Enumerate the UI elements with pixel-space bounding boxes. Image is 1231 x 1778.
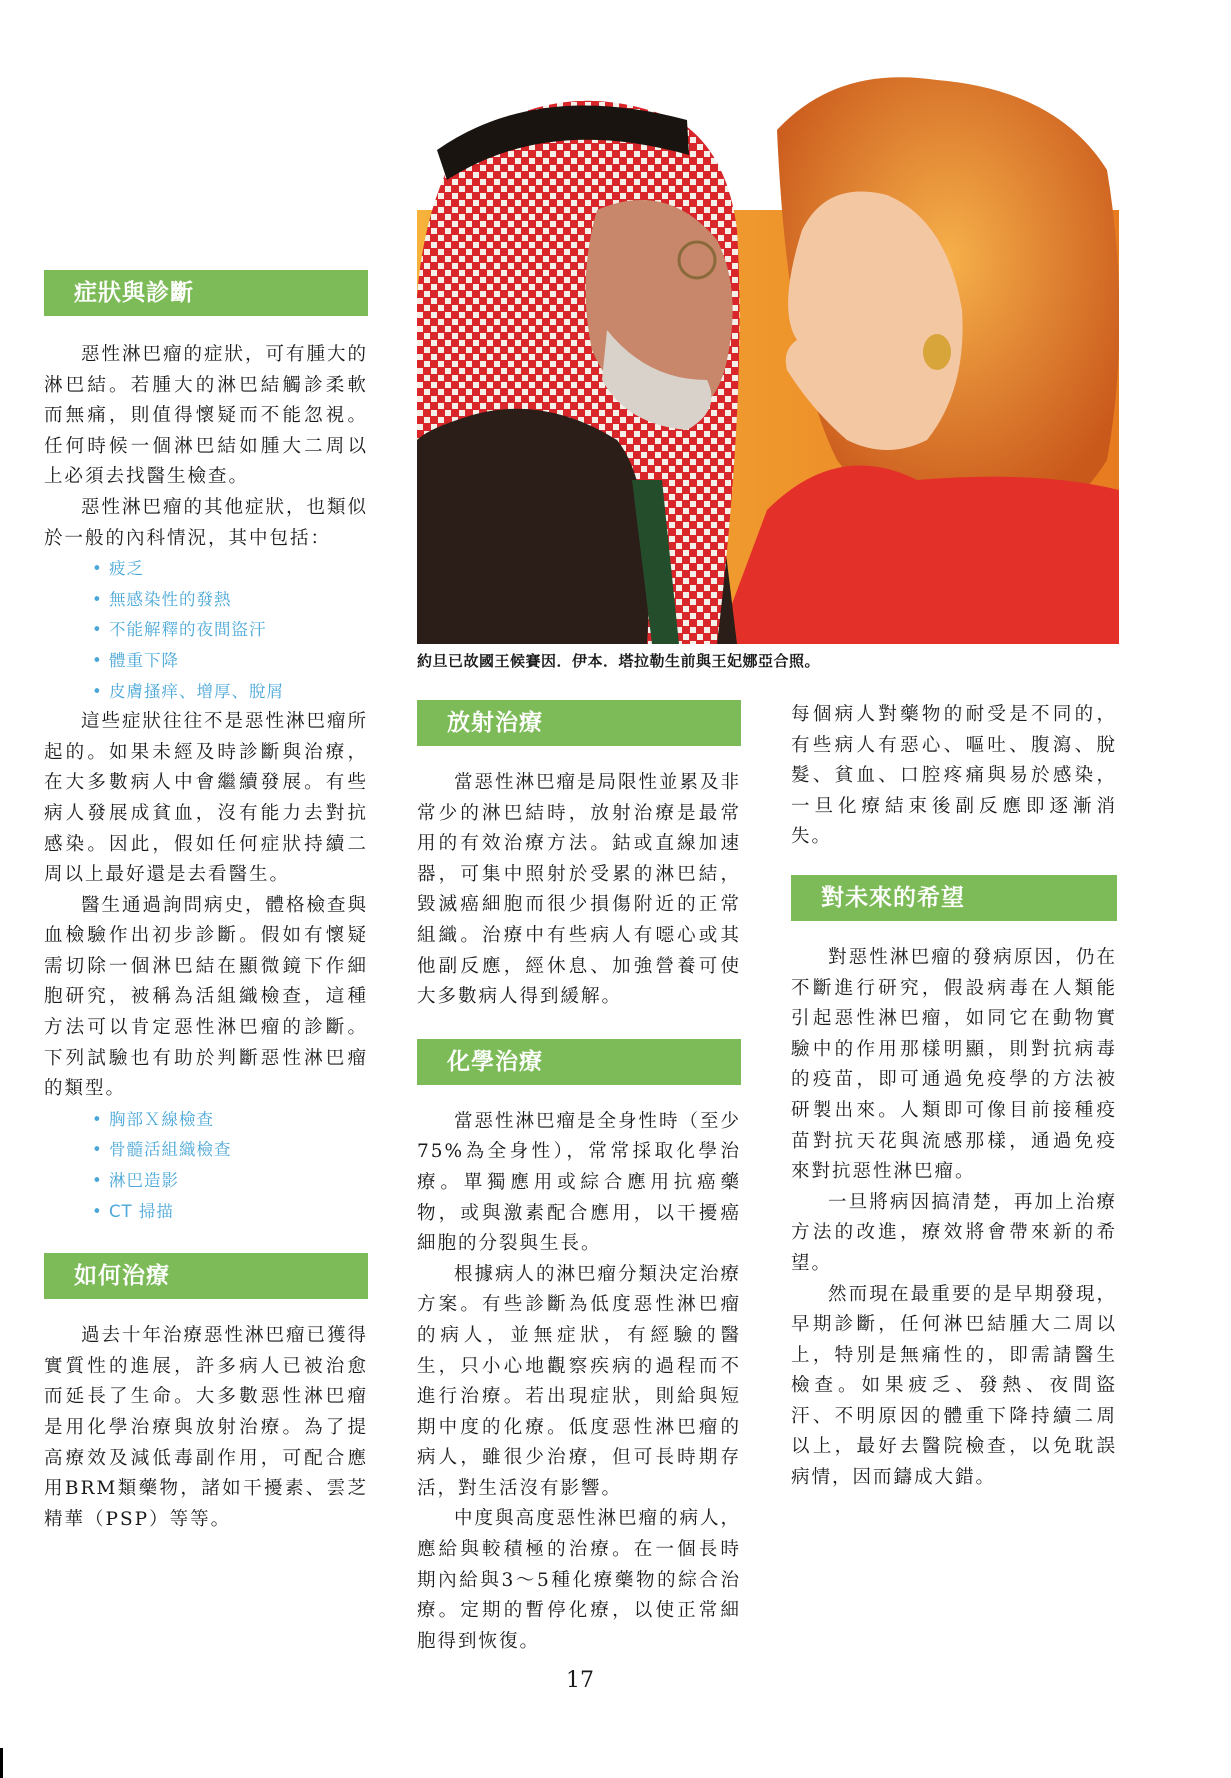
symptom-item: • 皮膚搔痒、增厚、脫屑 <box>92 677 368 708</box>
heading-hope: 對未來的希望 <box>791 875 1117 921</box>
test-item: • CT 掃描 <box>92 1197 368 1228</box>
photo-illustration <box>417 60 1119 644</box>
chemo-paragraph-1: 當惡性淋巴瘤是全身性時（至少75%為全身性），常常採取化學治療。單獨應用或綜合應用抗癌藥物，或與激素配合應用，以干擾癌細胞的分裂與生長。 <box>417 1110 742 1255</box>
chemo-paragraph-4: 每個病人對藥物的耐受是不同的，有些病人有惡心、嘔吐、腹瀉、脫髮、貧血、口腔疼痛與易於感染，一旦化療結束後副反應即逐漸消失。 <box>791 704 1117 848</box>
left-column <box>44 270 368 1535</box>
test-item: • 骨髓活組織檢查 <box>92 1135 368 1166</box>
symptom-item: • 不能解釋的夜間盜汗 <box>92 615 368 646</box>
hope-paragraph-3: 然而現在最重要的是早期發現，早期診斷，任何淋巴結腫大二周以上，特別是無痛性的，即需請醫生檢查。如果疲乏、發熱、夜間盜汗、不明原因的體重下降持續二周以上，最好去醫院檢查，以免耽誤病情，因而鑄成大錯。 <box>791 1283 1117 1489</box>
middle-column <box>417 700 741 1657</box>
test-item: • 淋巴造影 <box>92 1166 368 1197</box>
treatment-paragraph-1: 過去十年治療惡性淋巴瘤已獲得實質性的進展，許多病人已被治愈而延長了生命。大多數惡性淋巴瘤是用化學治療與放射治療。為了提高療效及減低毒副作用，可配合應用BRM類藥物，諸如干擾素、雲芝精華（PSP）等等。 <box>44 1325 369 1530</box>
symptoms-paragraph-2: 惡性淋巴瘤的其他症狀，也類似於一般的內科情況，其中包括： <box>44 496 369 549</box>
test-item: • 胸部Ｘ線檢查 <box>92 1105 368 1136</box>
symptom-item: • 無感染性的發熱 <box>92 585 368 616</box>
photo-caption: 約旦已故國王候賽因．伊本．塔拉勒生前與王妃娜亞合照。 <box>417 652 821 670</box>
heading-treatment: 如何治療 <box>44 1253 368 1299</box>
page-number: 17 <box>566 1668 594 1693</box>
symptom-list <box>44 554 368 707</box>
heading-symptoms: 症狀與診斷 <box>44 270 368 316</box>
test-list <box>44 1105 368 1227</box>
earring-icon <box>923 334 951 370</box>
right-column <box>791 700 1117 1494</box>
symptom-item: • 體重下降 <box>92 646 368 677</box>
heading-chemo: 化學治療 <box>417 1039 741 1085</box>
hope-paragraph-2: 一旦將病因搞清楚，再加上治療方法的改進，療效將會帶來新的希望。 <box>791 1191 1117 1274</box>
symptom-item: • 疲乏 <box>92 554 368 585</box>
symptoms-paragraph-4: 醫生通過詢問病史，體格檢查與血檢驗作出初步診斷。假如有懷疑需切除一個淋巴結在顯微鏡下作細胞研究，被稱為活組織檢查，這種方法可以肯定惡性淋巴瘤的診斷。下列試驗也有助於判斷惡性淋巴瘤的類型。 <box>44 894 369 1100</box>
symptoms-paragraph-1: 惡性淋巴瘤的症狀，可有腫大的淋巴結。若腫大的淋巴結觸診柔軟而無痛，則值得懷疑而不能忽視。任何時候一個淋巴結如腫大二周以上必須去找醫生檢查。 <box>44 344 369 488</box>
hope-paragraph-1: 對惡性淋巴瘤的發病原因，仍在不斷進行研究，假設病毒在人類能引起惡性淋巴瘤，如同它在動物實驗中的作用那樣明顯，則對抗病毒的疫苗，即可通過免疫學的方法被研製出來。人類即可像目前接種疫苗對抗天花與流感那樣，通過免疫來對抗惡性淋巴瘤。 <box>791 946 1117 1183</box>
symptoms-paragraph-3: 這些症狀往往不是惡性淋巴瘤所起的。如果未經及時診斷與治療，在大多數病人中會繼續發展。有些病人發展成貧血，沒有能力去對抗感染。因此，假如任何症狀持續二周以上最好還是去看醫生。 <box>44 711 369 886</box>
chemo-paragraph-3: 中度與高度惡性淋巴瘤的病人，應給與較積極的治療。在一個長時期內給與3～5種化療藥物的綜合治療。定期的暫停化療，以使正常細胞得到恢復。 <box>417 1508 742 1652</box>
chemo-paragraph-2: 根據病人的淋巴瘤分類決定治療方案。有些診斷為低度惡性淋巴瘤的病人，並無症狀，有經驗的醫生，只小心地觀察疾病的過程而不進行治療。若出現症狀，則給與短期中度的化療。低度惡性淋巴瘤的病人，雖很少治療，但可長時期存活，對生活沒有影響。 <box>417 1263 742 1499</box>
scan-edge-mark <box>0 1748 3 1778</box>
radiation-paragraph-1: 當惡性淋巴瘤是局限性並累及非常少的淋巴結時，放射治療是最常用的有效治療方法。鈷或直線加速器，可集中照射於受累的淋巴結，毀滅癌細胞而很少損傷附近的正常組織。治療中有些病人有噁心或其他副反應，經休息、加強營養可使大多數病人得到緩解。 <box>417 772 742 1008</box>
heading-radiation: 放射治療 <box>417 700 741 746</box>
royal-couple-photo <box>417 60 1119 644</box>
